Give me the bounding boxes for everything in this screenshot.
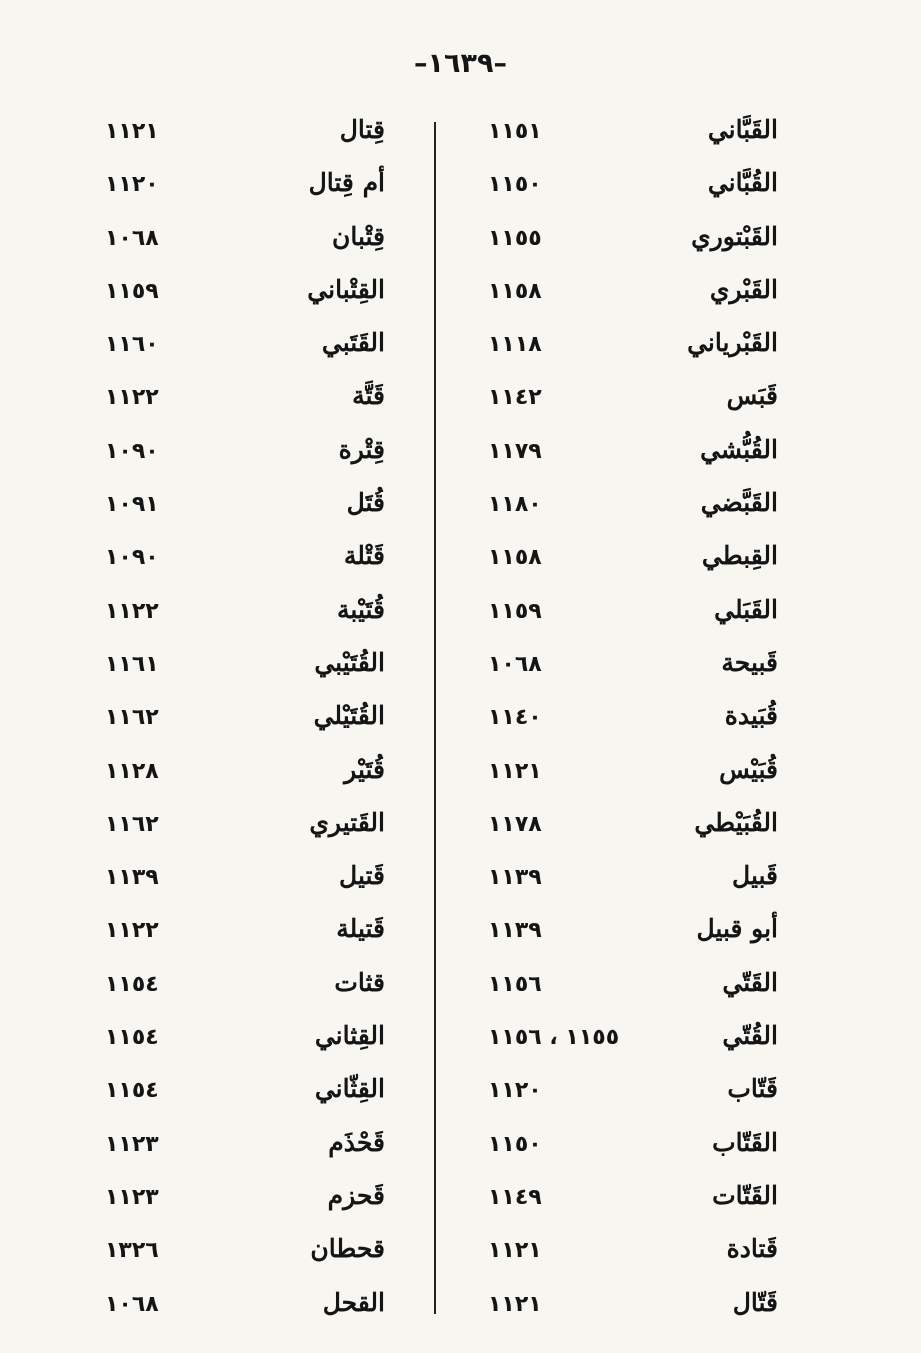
- entry-name: القحل: [322, 1287, 385, 1317]
- entry-name: قِتْبان: [331, 221, 385, 251]
- entry-page-number: ١١٥٤: [105, 1078, 159, 1104]
- entry-name: القُتَيْلي: [313, 701, 385, 731]
- entry-page-number: ١١٢١: [488, 1291, 542, 1317]
- entry-name: القَبْرياني: [687, 328, 778, 358]
- index-entry: [95, 1128, 385, 1181]
- entry-page-number: ١١٥٨: [488, 278, 542, 304]
- entry-name: قثات: [334, 967, 385, 997]
- entry-page-number: ١٠٦٨: [488, 651, 542, 677]
- entry-name: قحطان: [310, 1234, 385, 1264]
- entry-page-number: ١١٢١: [488, 1238, 542, 1264]
- entry-page-number: ١٠٩٠: [105, 545, 159, 571]
- index-entry: [95, 168, 385, 221]
- entry-page-number: ١١٥٤: [105, 971, 159, 997]
- entry-name: قَبيل: [732, 861, 778, 891]
- index-entry: [478, 648, 778, 701]
- entry-page-number: ١١٥٩: [105, 278, 159, 304]
- entry-page-number: ١١٨٠: [488, 492, 542, 518]
- index-column-right: [478, 115, 778, 1341]
- index-entry: [478, 1181, 778, 1234]
- entry-name: القِتْباني: [307, 274, 385, 304]
- page-number: –١٦٣٩–: [414, 48, 507, 79]
- index-entry: [478, 168, 778, 221]
- entry-page-number: ١١٦٢: [105, 811, 159, 837]
- entry-name: القَبَّاني: [707, 115, 778, 144]
- entry-name: القَتّاب: [712, 1127, 778, 1157]
- entry-name: أم قِتال: [308, 168, 385, 198]
- index-entry: [478, 1074, 778, 1127]
- entry-name: قَتادة: [726, 1234, 778, 1264]
- index-entry: [95, 1021, 385, 1074]
- index-entry: [95, 755, 385, 808]
- entry-name: قَتّال: [732, 1287, 778, 1317]
- entry-name: قَبيحة: [721, 647, 778, 677]
- entry-name: قَحزم: [327, 1180, 385, 1210]
- entry-page-number: ١١٢٢: [105, 598, 159, 624]
- index-entry: [95, 541, 385, 594]
- index-entry: [95, 1181, 385, 1234]
- entry-page-number: ١١٢١: [105, 119, 159, 144]
- entry-name: القَبْتوري: [691, 221, 778, 251]
- entry-name: القَتّات: [712, 1180, 778, 1210]
- entry-name: قُتَيْبة: [337, 594, 385, 624]
- entry-name: قَتيلة: [336, 914, 385, 944]
- entry-page-number: ١١٢٢: [105, 918, 159, 944]
- index-entry: [95, 595, 385, 648]
- entry-page-number: ١١٤٩: [488, 1184, 542, 1210]
- entry-page-number: ١٣٢٦: [105, 1238, 159, 1264]
- entry-page-number: ١١٢٣: [105, 1131, 159, 1157]
- index-entry: [478, 328, 778, 381]
- entry-name: القَتَبي: [321, 328, 385, 358]
- index-entry: [95, 1074, 385, 1127]
- entry-page-number: ١٠٩١: [105, 492, 159, 518]
- entry-name: القُتَيْبي: [314, 647, 385, 677]
- entry-name: القَبْري: [709, 274, 778, 304]
- index-entry: [478, 1288, 778, 1341]
- entry-page-number: ١١٤٠: [488, 705, 542, 731]
- entry-name: قَتّاب: [727, 1074, 778, 1104]
- index-entry: [478, 275, 778, 328]
- entry-name: أبو قبيل: [696, 914, 778, 944]
- entry-page-number: ١١٢٠: [105, 172, 159, 198]
- index-entry: [95, 435, 385, 488]
- entry-page-number: ١١٣٩: [488, 918, 542, 944]
- entry-page-number: ١٠٩٠: [105, 438, 159, 464]
- index-entry: [95, 328, 385, 381]
- entry-name: القُبَيْطي: [694, 807, 778, 837]
- entry-name: القُبَّاني: [707, 168, 778, 198]
- index-entry: [478, 1128, 778, 1181]
- entry-name: القَبَلي: [714, 594, 778, 624]
- entry-name: القِثّاني: [314, 1074, 385, 1104]
- entry-page-number: ١١٥٠: [488, 1131, 542, 1157]
- entry-name: قَتْلة: [343, 541, 385, 571]
- entry-page-number: ١١٣٩: [488, 865, 542, 891]
- entry-page-number: ١١٥٦: [488, 971, 542, 997]
- entry-page-number: ١١٢٣: [105, 1184, 159, 1210]
- entry-page-number: ١١٥٥ ، ١١٥٦: [488, 1025, 620, 1051]
- index-entry: [478, 541, 778, 594]
- entry-name: القُبُّشي: [700, 434, 778, 464]
- entry-page-number: ١١٢٨: [105, 758, 159, 784]
- index-entry: [478, 435, 778, 488]
- index-entry: [478, 861, 778, 914]
- entry-name: القِثاني: [314, 1021, 385, 1051]
- entry-name: قَتَّة: [352, 381, 385, 411]
- entry-page-number: ١١١٨: [488, 332, 542, 358]
- entry-page-number: ١١٢١: [488, 758, 542, 784]
- entry-page-number: ١١٦١: [105, 651, 159, 677]
- index-entry: [478, 701, 778, 754]
- entry-page-number: ١١٧٨: [488, 811, 542, 837]
- entry-name: قِتْرة: [338, 434, 385, 464]
- index-entry: [478, 808, 778, 861]
- entry-name: قَبَس: [726, 381, 778, 411]
- index-entry: [95, 648, 385, 701]
- entry-page-number: ١١٥٩: [488, 598, 542, 624]
- entry-name: القَتّي: [722, 967, 778, 997]
- entry-page-number: ١١٢٠: [488, 1078, 542, 1104]
- entry-page-number: ١١٢٢: [105, 385, 159, 411]
- index-entry: [95, 222, 385, 275]
- entry-page-number: ١١٥٤: [105, 1025, 159, 1051]
- entry-page-number: ١١٤٢: [488, 385, 542, 411]
- entry-page-number: ١١٦٠: [105, 332, 159, 358]
- entry-name: القَبَّضي: [700, 488, 778, 518]
- entry-name: القَتيري: [309, 807, 385, 837]
- index-entry: [95, 968, 385, 1021]
- index-entry: [95, 861, 385, 914]
- entry-name: قِتال: [339, 115, 385, 144]
- index-entry: [478, 488, 778, 541]
- index-entry: [478, 968, 778, 1021]
- index-entry: [478, 381, 778, 434]
- entry-name: قَتيل: [339, 861, 385, 891]
- index-entry: [478, 1234, 778, 1287]
- index-entry: [95, 701, 385, 754]
- entry-name: قُبَيْس: [719, 754, 778, 784]
- entry-page-number: ١١٥١: [488, 119, 542, 144]
- entry-page-number: ١٠٦٨: [105, 1291, 159, 1317]
- entry-page-number: ١١٦٢: [105, 705, 159, 731]
- index-entry: [95, 275, 385, 328]
- index-entry: [478, 115, 778, 168]
- index-entry: [95, 914, 385, 967]
- entry-page-number: ١١٧٩: [488, 438, 542, 464]
- index-entry: [95, 1288, 385, 1341]
- index-entry: [95, 488, 385, 541]
- index-entry: [478, 755, 778, 808]
- index-entry: [95, 1234, 385, 1287]
- entry-page-number: ١١٥٥: [488, 225, 542, 251]
- entry-page-number: ١١٥٠: [488, 172, 542, 198]
- entry-page-number: ١١٥٨: [488, 545, 542, 571]
- entry-name: قُتَيْر: [344, 754, 385, 784]
- column-divider: [434, 122, 436, 1314]
- index-entry: [478, 1021, 778, 1074]
- index-entry: [478, 595, 778, 648]
- index-entry: [478, 914, 778, 967]
- entry-name: القِبطي: [701, 541, 778, 571]
- entry-page-number: ١١٣٩: [105, 865, 159, 891]
- entry-name: قُتَل: [346, 488, 385, 518]
- entry-page-number: ١٠٦٨: [105, 225, 159, 251]
- index-entry: [95, 808, 385, 861]
- index-column-left: [95, 115, 385, 1341]
- entry-name: قُبَيدة: [724, 701, 778, 731]
- index-entry: [95, 115, 385, 168]
- index-entry: [95, 381, 385, 434]
- entry-name: القُتّي: [722, 1021, 778, 1051]
- index-entry: [478, 222, 778, 275]
- entry-name: قَحْذَم: [328, 1127, 385, 1157]
